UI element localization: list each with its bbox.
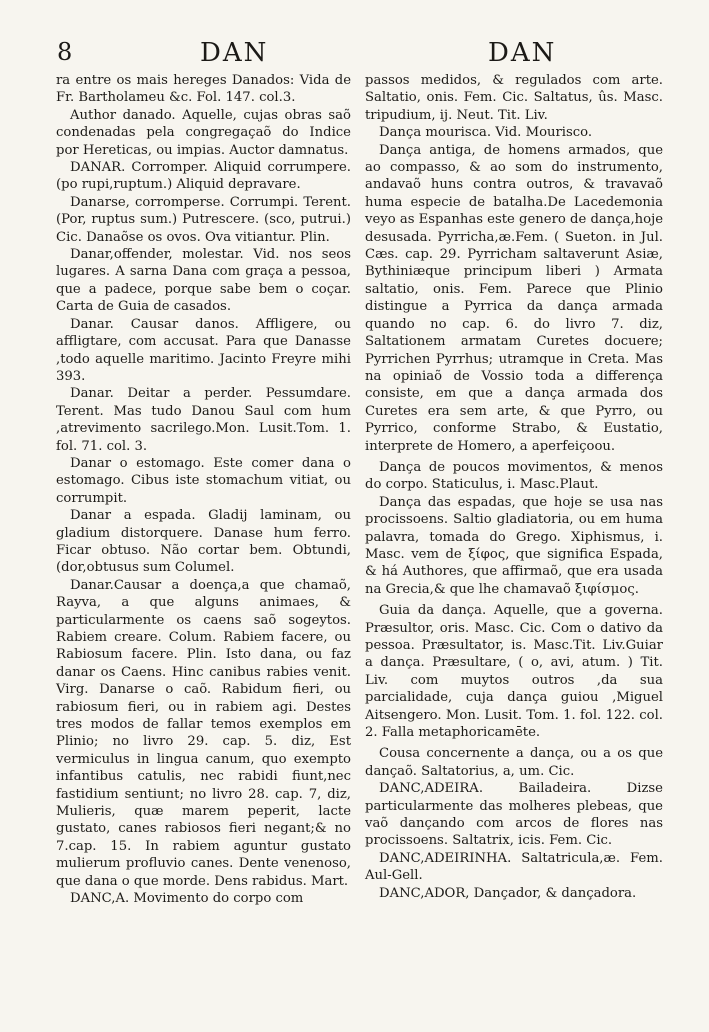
- running-head-left: DAN: [200, 38, 269, 68]
- entry-paragraph: passos medidos, & regulados com arte. Saltatio, onis. Fem. Cic. Saltatus, ûs. Masc. tripudium, ij. Neut. Tit. Liv.: [365, 73, 663, 123]
- right-column: [365, 72, 663, 902]
- entry-paragraph: Dança das espadas, que hoje se usa nas procissoens. Saltio gladiatoria, ou em huma palavra, tomada do Grego. Xiphismus, i. Masc. vem de ξίφος, que significa Espada, & há Authores, que affirmaõ, que era usada na Grecia,& que lhe chamavaõ ξιφίσμος.: [365, 494, 663, 597]
- left-column: [56, 72, 351, 908]
- entry-paragraph: Dança antiga, de homens armados, que ao compasso, & ao som do instrumento, andavaõ huns contra outros, & travavaõ huma especie de batalha.De Lacedemonia veyo as Espanhas este genero de dança,hoje desusada. Pyrricha,æ.Fem. ( Sueton. in Jul. Cæs. cap. 29. Pyrricham saltaverunt Asiæ, Bythiniæque principum liberi ) Armata saltatio, onis. Fem. Parece que Plinio distingue a Pyrrica da dança armada quando no cap. 6. do livro 7. diz, Saltationem armatam Curetes docuere; Pyrrichen Pyrrhus; utramque in Creta. Mas na opiniaõ de Vossio toda a differença consiste, em que a dança armada dos Curetes era sem arte, & que Pyrro, ou Pyrrico, conforme Strabo, & Eustatio, interprete de Homero, a aperfeiçoou.: [365, 142, 664, 454]
- entry-paragraph: DANAR. Corromper. Aliquid corrumpere.(po rupi,ruptum.) Aliquid depravare.: [56, 160, 351, 193]
- entry-paragraph: Dança de poucos movimentos, & menos do corpo. Staticulus, i. Masc.Plaut.: [365, 459, 663, 493]
- entry-paragraph: Guia da dança. Aquelle, que a governa. Præsultor, oris. Masc. Cic. Com o dativo da pessoa. Præsultator, is. Masc.Tit. Liv.Guiar a dança. Præsultare, ( o, avi, atum. ) Tit. Liv. com muytos outros ,da sua parcialidade, cuja dança guiou ,Miguel Aitsengero. Mon. Lusit. Tom. 1. fol. 122. col. 2. Falla metaphoricamēte.: [365, 603, 663, 741]
- column-gutter: [358, 72, 359, 992]
- entry-paragraph: Dança mourisca. Vid. Mourisco.: [379, 125, 593, 141]
- running-head-right: DAN: [488, 38, 557, 68]
- entry-paragraph: Danar a espada. Gladij laminam, ou gladium distorquere. Danase hum ferro. Ficar obtuso. Não cortar bem. Obtundi, (dor,obtusus sum Columel.: [56, 508, 351, 576]
- entry-paragraph: DANC,A. Movimento do corpo com: [70, 891, 304, 907]
- entry-paragraph: Danar,offender, molestar. Vid. nos seos lugares. A sarna Dana com graça a pessoa, que a padece, porque sabe bem o coçar. Carta de Guia de casados.: [56, 247, 351, 315]
- entry-paragraph: Author danado. Aquelle, cujas obras saõ condenadas pela congregaçaõ do Indice por Hereticas, ou impias. Auctor damnatus.: [56, 107, 351, 158]
- entry-paragraph: DANC,ADEIRA. Bailadeira. Dizse particularmente das molheres plebeas, que vaõ dançando com arcos de flores nas procissoens. Saltatrix, icis. Fem. Cic.: [365, 781, 663, 849]
- entry-paragraph: ra entre os mais hereges Danados: Vida de Fr. Bartholameu &c. Fol. 147. col.3.: [56, 73, 351, 106]
- page-number: 8: [57, 38, 73, 66]
- entry-paragraph: Danar.Causar a doença,a que chamaõ, Rayva, a que alguns animaes, & particularmente os caens saõ sogeytos. Rabiem creare. Colum. Rabiem facere, ou Rabiosum facere. Plin. Isto dana, ou faz danar os Caens. Hinc canibus rabies venit. Virg. Danarse o caõ. Rabidum fieri, ou rabiosum fieri, ou in rabiem agi. Destes tres modos de fallar temos exemplos em Plinio; no livro 29. cap. 5. diz, Est vermiculus in lingua canum, quo exempto infantibus catulis, nec rabidi fiunt,nec fastidium sentiunt; no livro 28. cap. 7, diz, Mulieris, quæ marem peperit, lacte gustato, canes rabiosos fieri negant;& no 7.cap. 15. In rabiem aguntur gustato mulierum profluvio canes. Dente venenoso, que dana o que morde. Dens rabidus. Mart.: [56, 577, 351, 889]
- entry-paragraph: Cousa concernente a dança, ou a os que dançaõ. Saltatorius, a, um. Cic.: [365, 746, 663, 779]
- entry-paragraph: DANC,ADEIRINHA. Saltatricula,æ. Fem. Aul-Gell.: [365, 850, 663, 884]
- entry-paragraph: DANC,ADOR, Dançador, & dançadora.: [379, 885, 637, 901]
- entry-paragraph: Danar. Deitar a perder. Pessumdare. Terent. Mas tudo Danou Saul com hum ,atrevimento sacrilego.Mon. Lusit.Tom. 1. fol. 71. col. 3.: [56, 386, 351, 454]
- entry-paragraph: Danar o estomago. Este comer dana o estomago. Cibus iste stomachum vitiat, ou corrumpit.: [56, 455, 351, 506]
- entry-paragraph: Danarse, corromperse. Corrumpi. Terent. (Por, ruptus sum.) Putrescere. (sco, putrui.) Cic. Danaõse os ovos. Ova vitiantur. Plin.: [56, 194, 351, 245]
- entry-paragraph: Danar. Causar danos. Affligere, ou affligtare, com accusat. Para que Danasse ,todo aquelle maritimo. Jacinto Freyre mihi 393.: [56, 316, 351, 384]
